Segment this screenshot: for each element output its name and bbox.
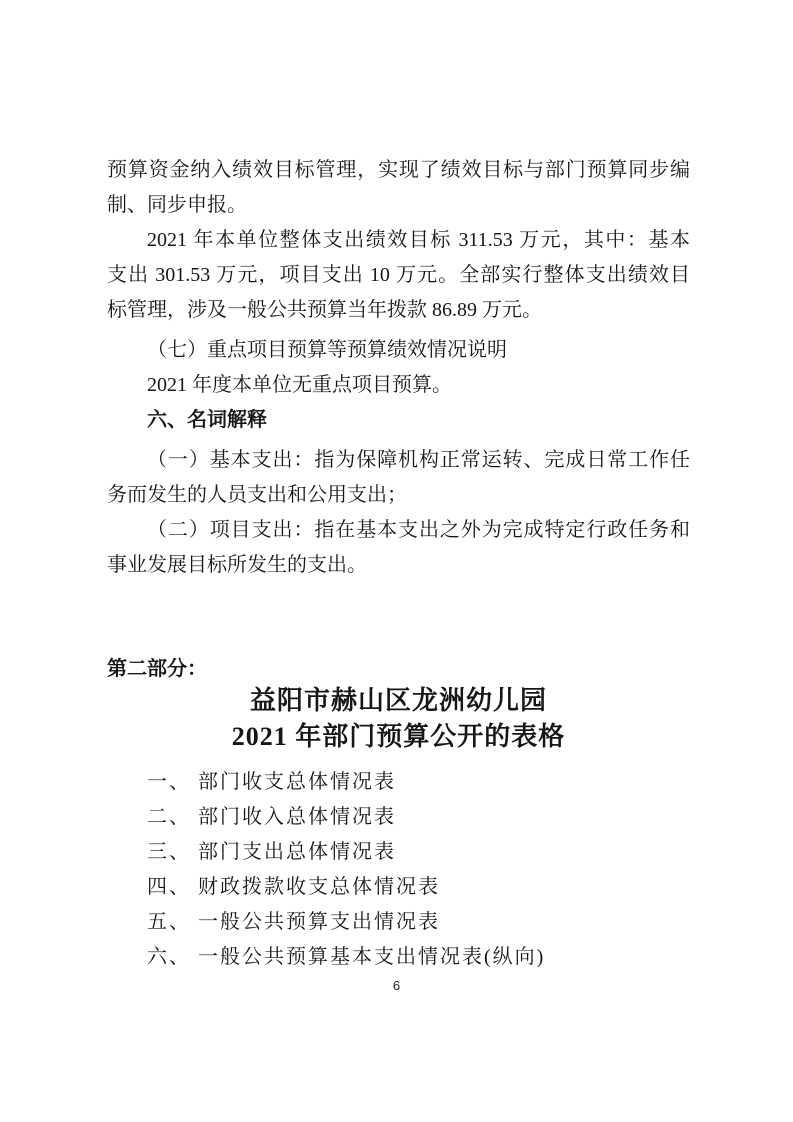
body-line: （一）基本支出：指为保障机构正常运转、完成日常工作任 xyxy=(147,449,690,471)
page-footer xyxy=(0,977,793,995)
body-text-block xyxy=(107,153,690,583)
page-number: 6 xyxy=(392,978,401,993)
body-line: 预算资金纳入绩效目标管理，实现了绩效目标与部门预算同步编 xyxy=(107,159,690,181)
body-line: （七）重点项目预算等预算绩效情况说明 xyxy=(147,339,507,361)
body-line: 支出 301.53 万元，项目支出 10 万元。全部实行整体支出绩效目 xyxy=(107,264,690,286)
part2-label: 第二部分： xyxy=(107,658,207,680)
table-list-item: 三、 部门支出总体情况表 xyxy=(147,841,396,863)
terms-section-heading: 六、名词解释 xyxy=(147,409,267,431)
table-list-item: 四、 财政拨款收支总体情况表 xyxy=(147,876,440,898)
table-list-item: 一、 部门收支总体情况表 xyxy=(147,771,396,793)
body-line: 2021 年度本单位无重点项目预算。 xyxy=(147,374,452,396)
body-line: （二）项目支出：指在基本支出之外为完成特定行政任务和 xyxy=(147,519,690,541)
table-list-item: 五、 一般公共预算支出情况表 xyxy=(147,911,440,933)
table-list-item: 二、 部门收入总体情况表 xyxy=(147,806,396,828)
table-list xyxy=(107,765,690,975)
page-content xyxy=(107,153,690,975)
body-line: 务而发生的人员支出和公用支出； xyxy=(107,484,407,506)
body-line: 标管理，涉及一般公共预算当年拨款 86.89 万元。 xyxy=(107,299,542,321)
table-list-item: 六、 一般公共预算基本支出情况表(纵向) xyxy=(147,946,546,968)
document-title-line1: 益阳市赫山区龙洲幼儿园 xyxy=(249,686,547,715)
body-line: 事业发展目标所发生的支出。 xyxy=(107,554,367,576)
body-line: 制、同步申报。 xyxy=(107,194,247,216)
body-line: 2021 年本单位整体支出绩效目标 311.53 万元，其中：基本 xyxy=(147,229,690,251)
document-title-line2: 2021 年部门预算公开的表格 xyxy=(231,722,566,751)
